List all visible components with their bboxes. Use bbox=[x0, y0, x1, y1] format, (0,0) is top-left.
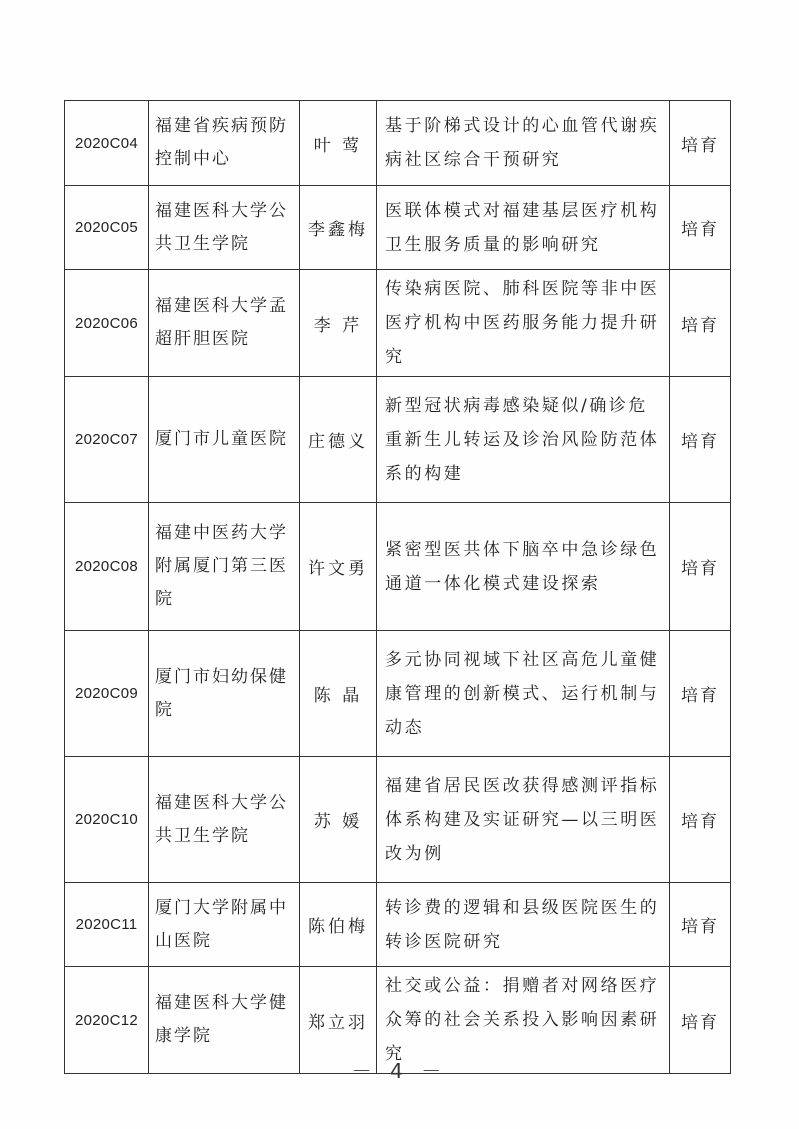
project-type: 培育 bbox=[670, 757, 731, 883]
principal-investigator: 郑立羽 bbox=[300, 967, 377, 1074]
project-id: 2020C05 bbox=[65, 186, 149, 270]
project-type: 培育 bbox=[670, 186, 731, 270]
table-row bbox=[65, 757, 731, 883]
table-row bbox=[65, 377, 731, 503]
project-title: 基于阶梯式设计的心血管代谢疾病社区综合干预研究 bbox=[377, 101, 670, 186]
table-row bbox=[65, 186, 731, 270]
organization: 福建中医药大学附属厦门第三医院 bbox=[149, 503, 300, 631]
project-title: 传染病医院、肺科医院等非中医医疗机构中医药服务能力提升研究 bbox=[377, 270, 670, 377]
project-id: 2020C09 bbox=[65, 631, 149, 757]
project-id: 2020C12 bbox=[65, 967, 149, 1074]
organization: 厦门市儿童医院 bbox=[149, 377, 300, 503]
table-row bbox=[65, 270, 731, 377]
project-id: 2020C04 bbox=[65, 101, 149, 186]
principal-investigator: 陈 晶 bbox=[300, 631, 377, 757]
principal-investigator: 庄德义 bbox=[300, 377, 377, 503]
organization: 福建医科大学公共卫生学院 bbox=[149, 186, 300, 270]
project-type: 培育 bbox=[670, 503, 731, 631]
organization: 厦门市妇幼保健院 bbox=[149, 631, 300, 757]
principal-investigator: 陈伯梅 bbox=[300, 883, 377, 967]
organization: 福建医科大学健康学院 bbox=[149, 967, 300, 1074]
project-title: 福建省居民医改获得感测评指标体系构建及实证研究—以三明医改为例 bbox=[377, 757, 670, 883]
organization: 福建医科大学公共卫生学院 bbox=[149, 757, 300, 883]
organization: 厦门大学附属中山医院 bbox=[149, 883, 300, 967]
project-title: 紧密型医共体下脑卒中急诊绿色通道一体化模式建设探索 bbox=[377, 503, 670, 631]
project-id: 2020C08 bbox=[65, 503, 149, 631]
principal-investigator: 李鑫梅 bbox=[300, 186, 377, 270]
principal-investigator: 叶 莺 bbox=[300, 101, 377, 186]
project-id: 2020C06 bbox=[65, 270, 149, 377]
project-title: 社交或公益：捐赠者对网络医疗众筹的社会关系投入影响因素研究 bbox=[377, 967, 670, 1074]
organization: 福建医科大学孟超肝胆医院 bbox=[149, 270, 300, 377]
project-type: 培育 bbox=[670, 883, 731, 967]
project-type: 培育 bbox=[670, 631, 731, 757]
table-row bbox=[65, 631, 731, 757]
project-title: 多元协同视域下社区高危儿童健康管理的创新模式、运行机制与动态 bbox=[377, 631, 670, 757]
project-title: 医联体模式对福建基层医疗机构卫生服务质量的影响研究 bbox=[377, 186, 670, 270]
organization: 福建省疾病预防控制中心 bbox=[149, 101, 300, 186]
project-type: 培育 bbox=[670, 377, 731, 503]
project-title: 新型冠状病毒感染疑似/确诊危重新生儿转运及诊治风险防范体系的构建 bbox=[377, 377, 670, 503]
project-table bbox=[64, 100, 731, 1074]
page-number: － 4 － bbox=[351, 1059, 448, 1083]
table-row bbox=[65, 883, 731, 967]
project-type: 培育 bbox=[670, 967, 731, 1074]
project-id: 2020C11 bbox=[65, 883, 149, 967]
project-title: 转诊费的逻辑和县级医院医生的转诊医院研究 bbox=[377, 883, 670, 967]
principal-investigator: 李 芹 bbox=[300, 270, 377, 377]
principal-investigator: 苏 媛 bbox=[300, 757, 377, 883]
project-id: 2020C07 bbox=[65, 377, 149, 503]
principal-investigator: 许文勇 bbox=[300, 503, 377, 631]
table-row bbox=[65, 101, 731, 186]
table-row bbox=[65, 503, 731, 631]
project-type: 培育 bbox=[670, 101, 731, 186]
project-type: 培育 bbox=[670, 270, 731, 377]
project-id: 2020C10 bbox=[65, 757, 149, 883]
